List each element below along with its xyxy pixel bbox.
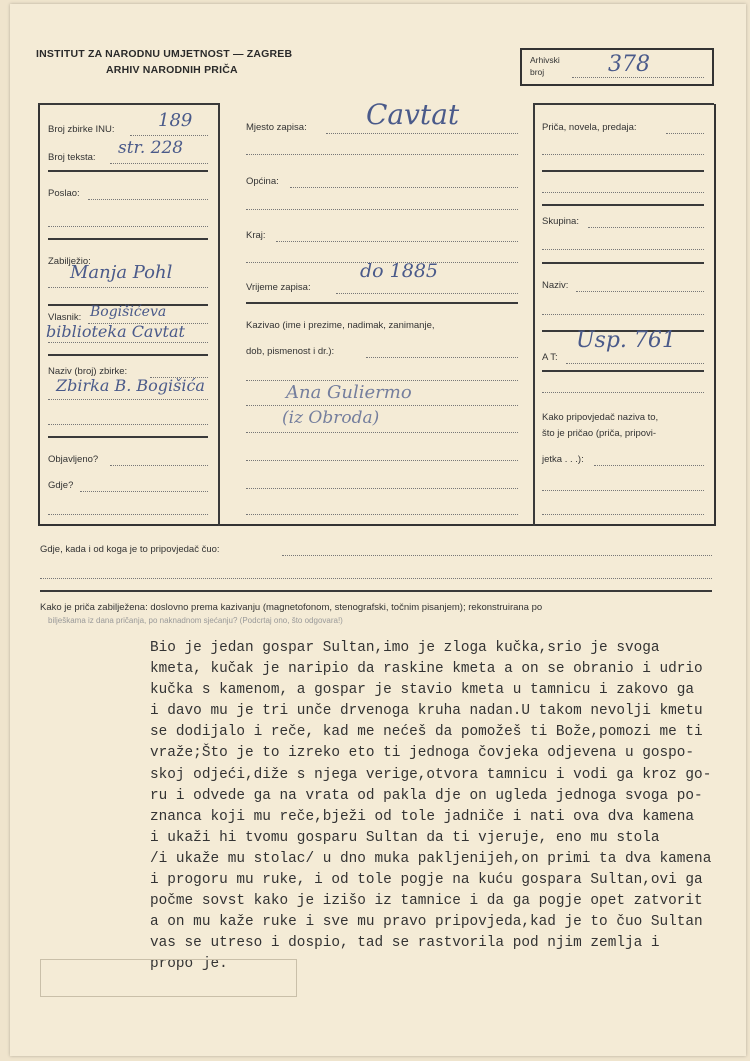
poslao-label: Poslao: [48,188,80,199]
zabiljezio-label: Zabilježio: [48,256,91,267]
teksta-value: str. 228 [118,138,184,158]
vrijeme-value: do 1885 [360,260,438,282]
at-label: A T: [542,352,558,363]
zabiljezio-value: Manja Pohl [70,262,173,283]
kako-label-1: Kako pripovjedač naziva to, [542,412,659,423]
vlasnik-label: Vlasnik: [48,312,82,323]
naziv-label: Naziv: [542,280,569,291]
story-line: vraže;Što je to izreko eto ti jednoga čovjeka odjevena u gospo- [150,745,695,762]
story-line: se dodijalo i reče, kad me nećeš da pomožeš ti Bože,pomozi me ti [150,724,703,741]
story-line: kučka s kamenom, a gospar je stavio kmeta u tamnicu i zakovo ga [150,682,695,699]
vrijeme-label: Vrijeme zapisa: [246,282,311,293]
story-line: počme sovst kako je izišo iz tamnice i da ga pogje opet zatvorit [150,893,703,910]
story-line: propo je. [150,956,228,973]
story-line: Bio je jedan gospar Sultan,imo je zloga kučka,srio je svoga [150,640,660,656]
archive-number-label-2: broj [530,67,545,77]
archive-number-label: Arhivski [530,55,560,65]
objavljeno-label: Objavljeno? [48,454,99,465]
story-line: i ukaži hi tvomu gosparu Sultan da ti vjeruje, eno mu stola [150,829,660,846]
naziv-zbirke-label: Naziv (broj) zbirke: [48,366,128,377]
mjesto-value: Cavtat [366,98,460,131]
gdje-kada-label: Gdje, kada i od koga je to pripovjedač čuo: [40,544,220,555]
archive-number-value: 378 [608,52,650,77]
institute-title: INSTITUT ZA NARODNU UMJETNOST — ZAGREB [36,48,293,60]
at-value: Usp. 761 [576,328,676,353]
struck-line: bilješkama iz dana pričanja, po naknadnom sjećanju? (Podcrtaj ono, što odgovara!) [48,616,343,625]
gdje-label: Gdje? [48,480,74,491]
story-line: kmeta, kučak je naripio da raskine kmeta a on se obranio i udrio [150,661,703,678]
typed-story [150,638,730,976]
kazivao-label-1: Kazivao (ime i prezime, nadimak, zanimanje, [246,320,435,331]
kazivao-value-2: (iz Obroda) [282,408,380,428]
story-line: i progoru mu ruke, i od tole pogje na kuću gospara Sultan,ovi ga [150,872,703,889]
kako-zabiljezena-line: Kako je priča zabilježena: doslovno prema kazivanju (magnetofonom, stenografski, točnim pisanjem); rekonstruirana po [40,602,543,613]
archive-number-box [520,48,714,86]
vlasnik-value-1: Bogišićeva [90,304,167,320]
naziv-zbirke-value: Zbirka B. Bogišića [56,376,205,395]
kako-label-3: jetka . . .): [542,454,584,465]
kraj-label: Kraj: [246,230,266,241]
story-line: vas se utreso i dospio, tad se rastvorila pod njim zemlja i [150,935,660,952]
archive-title: ARHIV NARODNIH PRIČA [106,64,238,76]
prica-label: Priča, novela, predaja: [542,122,637,133]
vlasnik-value-2: biblioteka Cavtat [46,322,185,341]
faint-box [40,959,297,997]
skupina-label: Skupina: [542,216,579,227]
kazivao-value-1: Ana Guliermo [286,382,412,403]
zbirke-value: 189 [158,110,193,131]
kazivao-label-2: dob, pismenost i dr.): [246,346,335,357]
story-line: ru i odvede ga na vrata od pakla dje on ugleda jednoga svoga po- [150,787,703,804]
story-line: a on mu kaže ruke i sve mu pravo pripovjeda,kad je to čuo Sultan [150,914,703,931]
story-line: /i ukaže mu stolac/ u dno muka pakljenijeh,on primi ta dva kamena [150,850,712,867]
kako-label-2: što je pričao (priča, pripovi- [542,428,657,439]
mjesto-label: Mjesto zapisa: [246,122,307,133]
zbirke-label: Broj zbirke INU: [48,124,115,135]
story-line: skoj odjeći,diže s njega verige,otvora tamnicu i vodi ga kroz go- [150,766,712,783]
teksta-label: Broj teksta: [48,152,96,163]
opcina-label: Općina: [246,176,279,187]
archive-form-page [10,4,746,1056]
story-line: i davo mu je tri unče drvenoga kruha nadan.U takom nevolji kmetu [150,703,703,720]
story-line: znanca koji mu reče,bježi od tole jadniče i nati ova dva kamena [150,808,695,825]
